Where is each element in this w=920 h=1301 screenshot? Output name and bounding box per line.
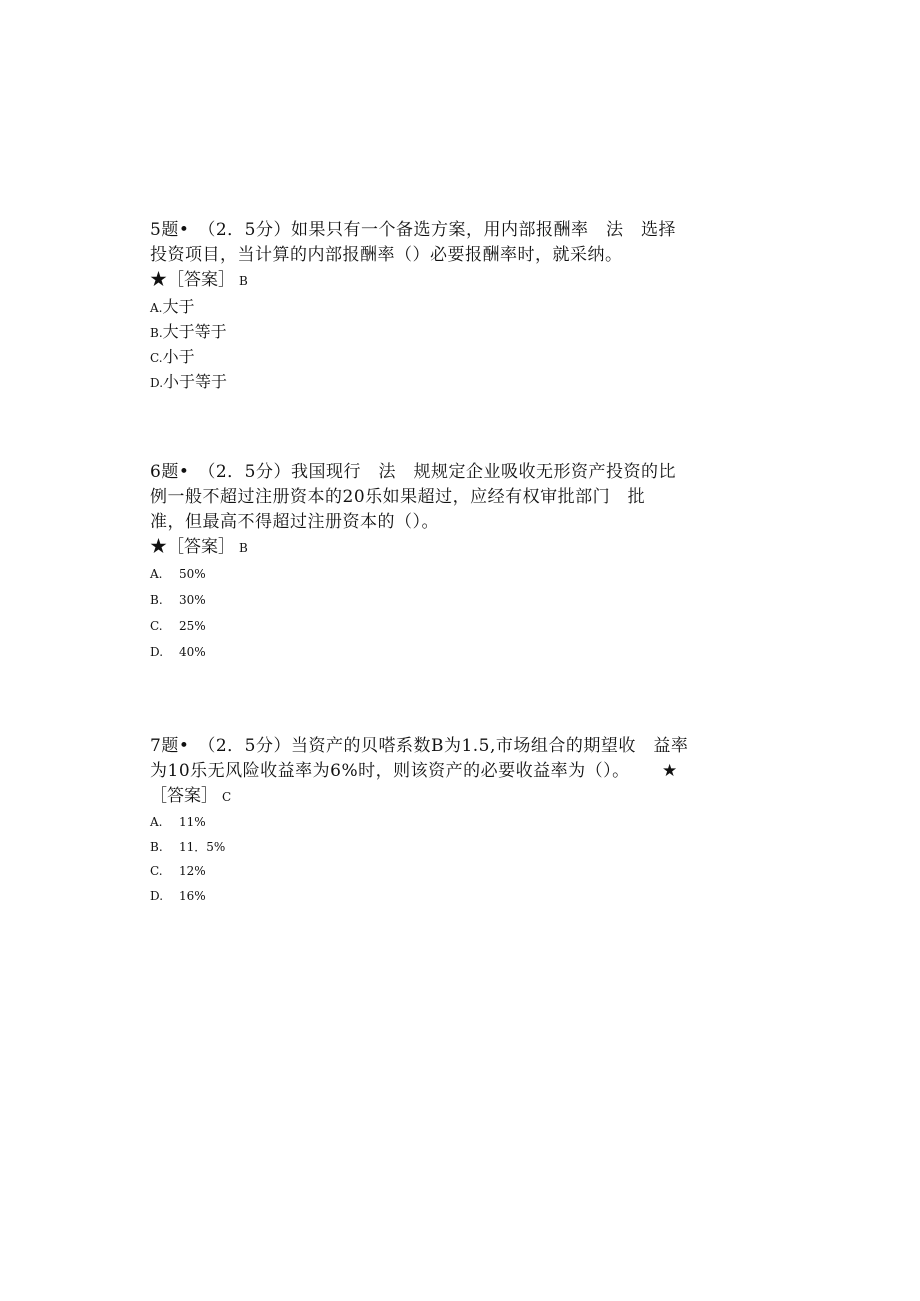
answer-value: B <box>239 541 248 555</box>
answer-value: C <box>222 790 232 804</box>
option-text: 16% <box>179 888 206 903</box>
question-text-line <box>150 759 680 784</box>
option-c <box>150 344 680 369</box>
option-letter: A. <box>150 815 163 829</box>
question-text-line: 7题• （2．5分）当资产的贝嗒系数B为1.5,市场组合的期望收 益率 <box>150 736 689 756</box>
option-text: 大于 <box>162 297 195 316</box>
question-6 <box>150 460 680 665</box>
answer-label: ★［答案］ <box>150 537 235 557</box>
option-letter: B. <box>150 593 163 607</box>
question-text-line: 6题• （2．5分）我国现行 法 规规定企业吸收无形资产投资的比 <box>150 462 676 482</box>
answer-label: ［答案］ <box>150 786 218 806</box>
option-text: 11% <box>179 815 206 829</box>
question-text-line: 准，但最高不得超过注册资本的（）。 <box>150 512 439 532</box>
question-text: 为10乐无风险收益率为6%时，则该资产的必要收益率为（）。 <box>150 761 630 781</box>
option-letter: C. <box>150 619 163 633</box>
question-7 <box>150 734 689 908</box>
option-a <box>150 561 680 587</box>
question-5 <box>150 218 680 394</box>
option-letter: B. <box>150 326 163 340</box>
question-text-line: 投资项目，当计算的内部报酬率（）必要报酬率时，就采纳。 <box>150 245 623 265</box>
option-text: 小于等于 <box>163 372 228 391</box>
question-text-line: 5题• （2．5分）如果只有一个备选方案，用内部报酬率 法 选择 <box>150 220 676 240</box>
answer-label: ★［答案］ <box>150 270 235 290</box>
option-letter: D. <box>150 376 164 390</box>
option-a <box>150 294 680 319</box>
option-letter: A. <box>150 567 163 581</box>
option-text: 40% <box>179 645 206 659</box>
option-text: 30% <box>179 593 206 607</box>
option-d <box>150 884 680 909</box>
option-d <box>150 639 680 665</box>
option-c <box>150 859 680 884</box>
option-a <box>150 810 680 835</box>
option-letter: A. <box>150 301 163 315</box>
option-c <box>150 613 680 639</box>
question-text-line: 例一般不超过注册资本的20乐如果超过，应经有权审批部门 批 <box>150 487 646 507</box>
option-b <box>150 835 680 860</box>
answer-line <box>150 784 680 810</box>
option-letter: C. <box>150 351 163 365</box>
answer-line <box>150 268 680 294</box>
option-text: 50% <box>179 567 206 581</box>
option-text: 大于等于 <box>162 322 227 341</box>
answer-value: B <box>239 274 248 288</box>
option-text: 小于 <box>162 347 195 366</box>
option-letter: C. <box>150 864 163 878</box>
option-text: 25% <box>179 619 206 633</box>
star-icon: ★ <box>662 761 678 781</box>
option-text: 11．5% <box>179 839 226 854</box>
option-d <box>150 369 680 394</box>
option-text: 12% <box>179 864 206 878</box>
option-b <box>150 319 680 344</box>
option-letter: B. <box>150 839 163 854</box>
option-letter: D. <box>150 645 164 659</box>
option-letter: D. <box>150 888 164 903</box>
option-b <box>150 587 680 613</box>
answer-line <box>150 535 680 561</box>
